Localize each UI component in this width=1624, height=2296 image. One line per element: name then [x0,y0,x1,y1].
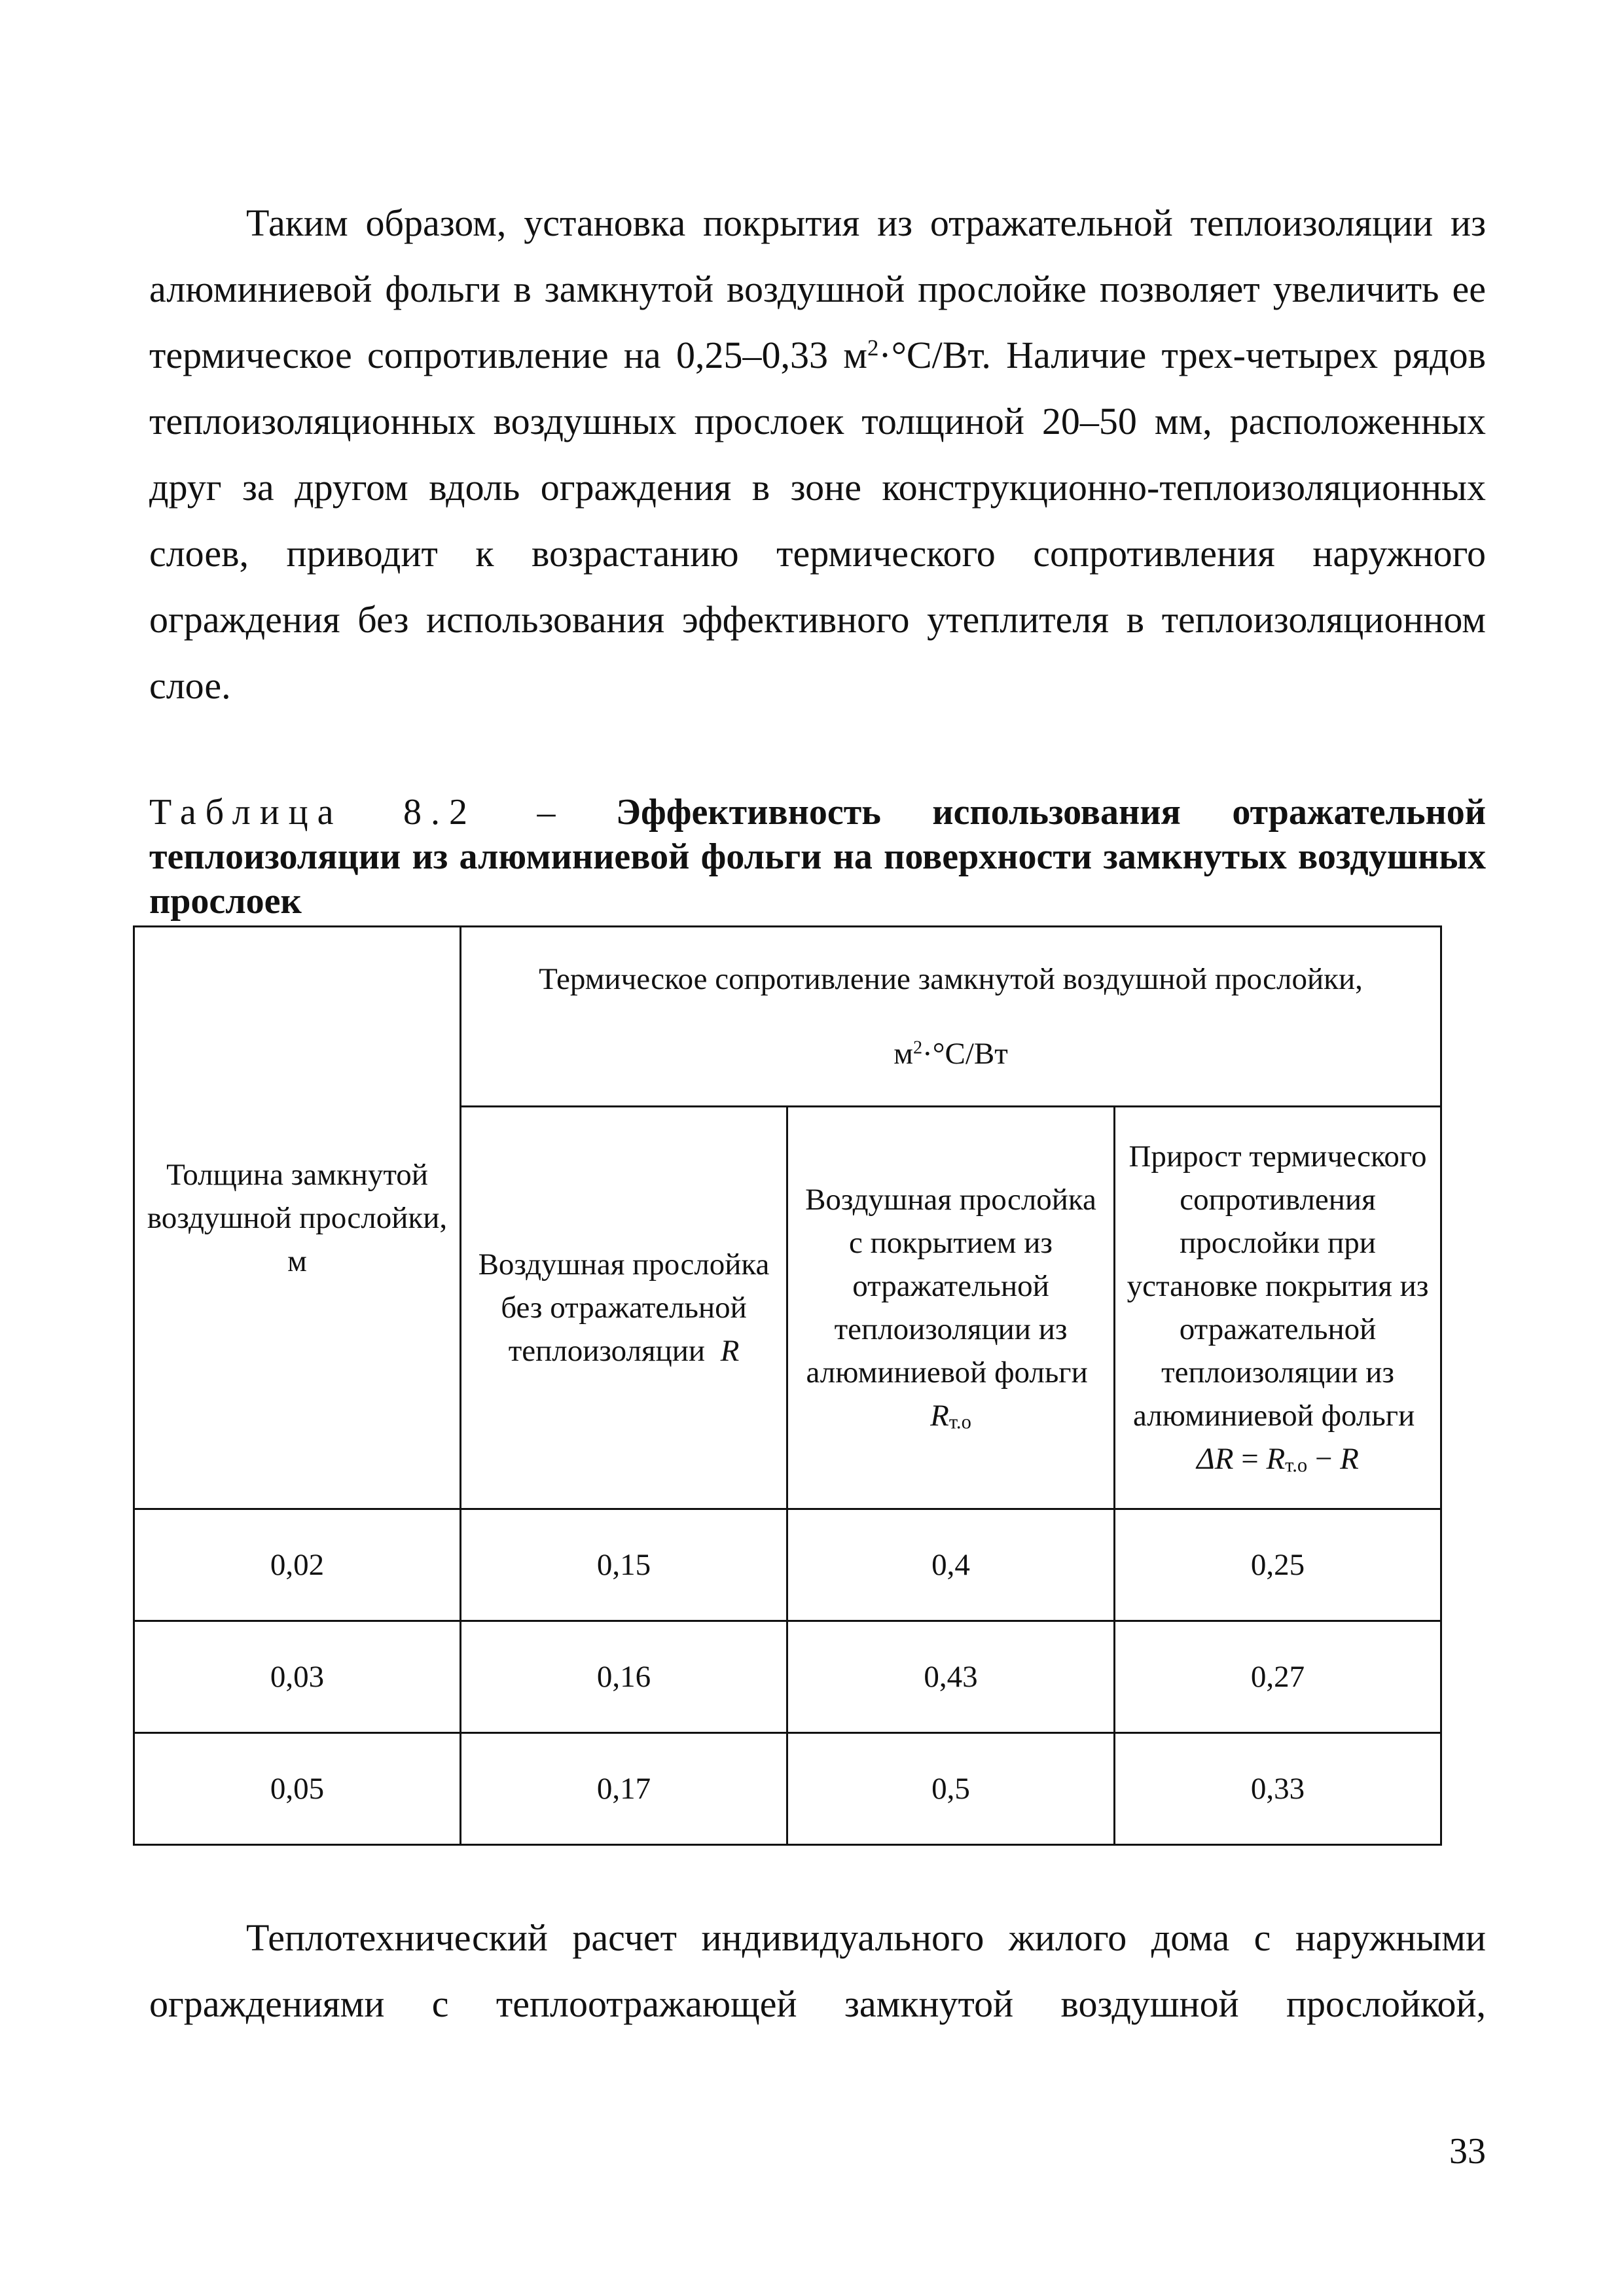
cell-delta: 0,27 [1115,1621,1441,1733]
cell-r-to: 0,43 [787,1621,1115,1733]
cell-r: 0,16 [461,1621,787,1733]
cell-delta: 0,33 [1115,1733,1441,1845]
header-thickness: Толщина замкнутой воздушной прослойки, м [134,927,461,1509]
efficiency-table [133,925,1442,1846]
header-without-reflective: Воздушная прослойка без отражательной теплоизоляции R [461,1107,787,1509]
cell-thickness: 0,02 [134,1509,461,1621]
cell-r-to: 0,4 [787,1509,1115,1621]
header-thermal-resistance-group: Термическое сопротивление замкнутой воздушной прослойки, $м^2\cdot^\circ С/Вт$ [461,927,1441,1107]
header-resistance-gain: Прирост термического сопротивления прослойки при установке покрытия из отражательной теплоизоляции из алюминиевой фольги $\Delta R = R_{т.о} - R$ [1115,1107,1441,1509]
paragraph-bottom-text: Теплотехнический расчет индивидуального жилого дома с наружными ограждениями с теплоотражающей замкнутой воздушной прослойкой, [149,1916,1486,2025]
header-with-reflective: Воздушная прослойка с покрытием из отражательной теплоизоляции из алюминиевой фольги $R_{т.о}$ [787,1107,1115,1509]
cell-thickness: 0,03 [134,1621,461,1733]
page-number: 33 [1449,2131,1486,2172]
cell-thickness: 0,05 [134,1733,461,1845]
cell-delta: 0,25 [1115,1509,1441,1621]
cell-r: 0,15 [461,1509,787,1621]
header-unit: $м^2\cdot^\circ С/Вт$ [893,1037,1008,1071]
table-caption-label: Таблица 8.2 – [149,792,565,833]
table-row [134,1733,1441,1845]
table-row [134,1621,1441,1733]
table-caption [149,790,1486,924]
paragraph-conclusion [149,190,1486,719]
superscript-2: 2 [867,334,879,361]
cell-r-to: 0,5 [787,1733,1115,1845]
paragraph-text-part1: Таким образом, установка покрытия из отражательной теплоизоляции из алюминиевой фольги в замкнутой воздушной прослойке позволяет увеличить ее термическое сопротивление на 0,25–0,33 м [149,202,1486,376]
paragraph-calculation [149,1905,1486,2037]
table-row [134,1509,1441,1621]
paragraph-text-part2: ·°С/Вт. Наличие трех-четырех рядов теплоизоляционных воздушных прослоек толщиной 20–50 мм, расположенных друг за другом вдоль ограждения в зоне конструкционно-теплоизоляционных слоев, приводит к возрастанию термического сопротивления наружного ограждения без использования эффективного утеплителя в теплоизоляционном слое. [149,334,1486,707]
cell-r: 0,17 [461,1733,787,1845]
table-caption-title: Эффективность использования отражательной теплоизоляции из алюминиевой фольги на поверхности замкнутых воздушных прослоек [149,792,1486,922]
